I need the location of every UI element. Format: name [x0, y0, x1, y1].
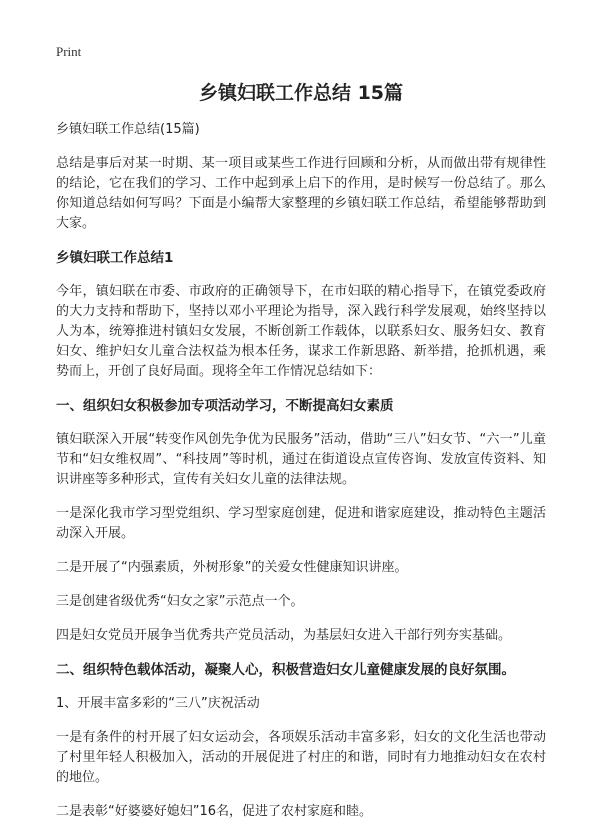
section-1-intro-paragraph: 今年，镇妇联在市委、市政府的正确领导下，在市妇联的精心指导下，在镇党委政府的大力支持和帮助下，坚持以邓小平理论为指导，深入践行科学发展观，始终坚持以人为本，统筹推进村镇妇女发展，不断创新工作载体，以联系妇女、服务妇女、教育妇女、维护妇女儿童合法权益为根本任务，谋求工作新思路、新举措，抢抓机遇，乘势而上，开创了良好局面。现将全年工作情况总结如下：: [56, 284, 546, 379]
part-2-paragraph-2: 二是表彰“好婆婆好媳妇”16名，促进了农村家庭和睦。: [56, 804, 373, 819]
page-title: 乡镇妇联工作总结 15篇: [198, 82, 404, 104]
part-1-paragraph-1: 镇妇联深入开展“转变作风创先争优为民服务”活动，借助“三八”妇女节、“六一”儿童节和“妇女维权周”、“科技周”等时机，通过在街道设点宣传咨询、发放宣传资料、知识讲座等多种形式，宣传有关妇女儿童的法律法规。: [56, 432, 546, 487]
part-2-subheading-1: 1、开展丰富多彩的“三八”庆祝活动: [56, 696, 260, 711]
print-label[interactable]: Print: [56, 44, 82, 59]
part-1-heading: 一、组织妇女积极参加专项活动学习，不断提高妇女素质: [56, 398, 394, 414]
part-1-paragraph-3: 二是开展了“内强素质，外树形象”的关爱女性健康知识讲座。: [56, 560, 408, 575]
part-2-paragraph-1: 一是有条件的村开展了妇女运动会，各项娱乐活动丰富多彩，妇女的文化生活也带动了村里年轻人积极加入，活动的开展促进了村庄的和谐，同时有力地推动妇女在农村的地位。: [56, 730, 546, 785]
intro-paragraph: 总结是事后对某一时期、某一项目或某些工作进行回顾和分析，从而做出带有规律性的结论，它在我们的学习、工作中起到承上启下的作用，是时候写一份总结了。那么你知道总结如何写吗？下面是小编帮大家整理的乡镇妇联工作总结，希望能够帮助到大家。: [56, 156, 546, 231]
document-body: [56, 78, 546, 836]
part-1-paragraph-2: 一是深化我市学习型党组织、学习型家庭创建，促进和谐家庭建设，推动特色主题活动深入开展。: [56, 506, 546, 541]
part-1-paragraph-5: 四是妇女党员开展争当优秀共产党员活动，为基层妇女进入干部行列夯实基础。: [56, 628, 512, 643]
section-heading-1: 乡镇妇联工作总结1: [56, 250, 174, 266]
subtitle: 乡镇妇联工作总结(15篇): [56, 122, 200, 137]
part-2-heading: 二、组织特色载体活动，凝聚人心，积极营造妇女儿童健康发展的良好氛围。: [56, 662, 515, 678]
part-1-paragraph-4: 三是创建省级优秀“妇女之家”示范点一个。: [56, 594, 304, 609]
